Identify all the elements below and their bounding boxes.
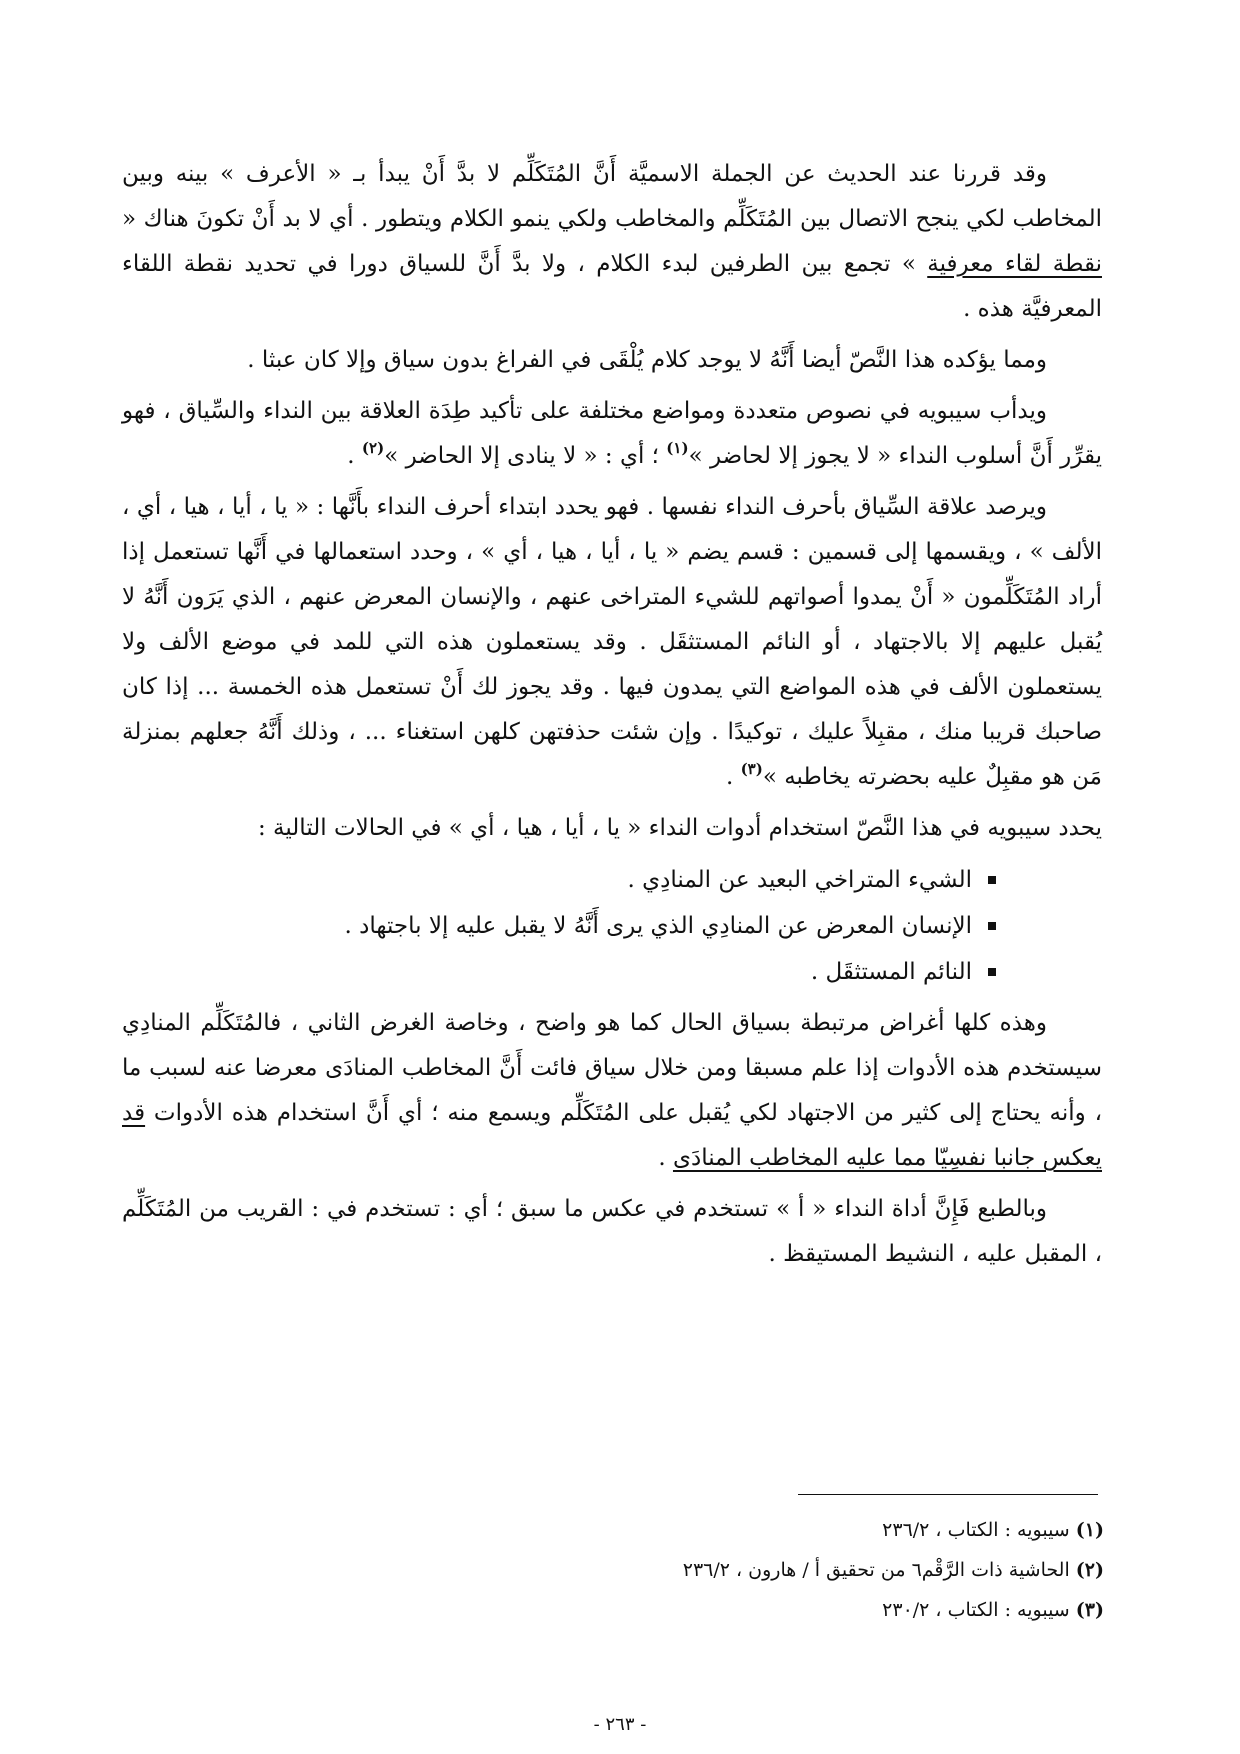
paragraph-3: ويدأب سيبويه في نصوص متعددة ومواضع مختلفة على تأكيد طِدَة العلاقة بين النداء والسِّياق ، فهو يقرِّر أَنَّ أسلوب النداء « لا يجوز إلا لحاضر »$^{(١)}$ ؛ أي : « لا ينادى إلا الحاضر »$^{(٢)}$ . <box>122 398 1102 469</box>
page-number: - ٢٦٣ - <box>593 1714 647 1735</box>
footnote-ref-1: (١) <box>666 439 689 457</box>
footnote-ref-3: (٣) <box>740 760 763 778</box>
list-item: الإنسان المعرض عن المنادِي الذي يرى أَنَّهُ لا يقبل عليه إلا باجتهاد . <box>122 903 972 949</box>
body-text <box>122 152 1102 1283</box>
footnote-ref-2: (٢) <box>361 439 385 457</box>
footnote-3: (٣) سيبويه : الكتاب ، ٢٣٠/٢ <box>882 1599 1104 1621</box>
footnote-separator <box>798 1494 1098 1495</box>
footnotes <box>424 1510 1104 1630</box>
cases-list <box>122 857 1102 995</box>
paragraph-4: ويرصد علاقة السِّياق بأحرف النداء نفسها . فهو يحدد ابتداء أحرف النداء بأَنَّها : « يا ، أيا ، هيا ، أي ، الألف » ، ويقسمها إلى قسمين : قسم يضم « يا ، أيا ، هيا ، أي » ، وحدد استعمالها في أَنَّها تستعمل إذا أراد المُتَكَلِّمون « أَنْ يمدوا أصواتهم للشيء المتراخى عنهم ، والإنسان المعرض عنهم ، الذي يَرَون أَنَّهُ لا يُقبل عليهم إلا بالاجتهاد ، أو النائم المستثقَل . وقد يستعملون هذه التي للمد في موضع الألف ولا يستعملون الألف في هذه المواضع التي يمدون فيها . وقد يجوز لك أَنْ تستعمل هذه الخمسة ... إذا كان صاحبك قريبا منك ، مقبِلاً عليك ، توكيدًا . وإن شئت حذفتهن كلهن استغناء ... ، وذلك أَنَّهُ جعلهم بمنزلة مَن هو مقبِلٌ عليه بحضرته يخاطبه »$^{(٣)}$ . <box>122 494 1102 790</box>
paragraph-1: وقد قررنا عند الحديث عن الجملة الاسميَّة أَنَّ المُتَكَلِّم لا بدَّ أَنْ يبدأ بـ « الأعرف » بينه وبين المخاطب لكي ينجح الاتصال بين المُتَكَلِّم والمخاطب ولكي ينمو الكلام ويتطور . أي لا بد أَنْ تكونَ هناك « نقطة لقاء معرفية » تجمع بين الطرفين لبدء الكلام ، ولا بدَّ أَنَّ للسياق دورا في تحديد نقطة اللقاء المعرفيَّة هذه . <box>122 161 1102 322</box>
paragraph-2: ومما يؤكده هذا النَّصّ أيضا أَنَّهُ لا يوجد كلام يُلْقَى في الفراغ بدون سياق وإلا كان عبثا . <box>247 347 1047 373</box>
underlined-phrase: نقطة لقاء معرفية <box>927 251 1102 277</box>
list-item: الشيء المتراخي البعيد عن المنادِي . <box>122 857 972 903</box>
paragraph-7: وبالطبع فَإِنَّ أداة النداء « أ » تستخدم في عكس ما سبق ؛ أي : تستخدم في : القريب من المُتَكَلِّم ، المقبل عليه ، النشيط المستيقظ . <box>122 1196 1102 1267</box>
paragraph-6: وهذه كلها أغراض مرتبطة بسياق الحال كما هو واضح ، وخاصة الغرض الثاني ، فالمُتَكَلِّم المنادِي سيستخدم هذه الأدوات إذا علم مسبقا ومن خلال سياق فائت أَنَّ المخاطب المنادَى معرضا عنه لسبب ما ، وأنه يحتاج إلى كثير من الاجتهاد لكي يُقبل على المُتَكَلِّم ويسمع منه ؛ أي أَنَّ استخدام هذه الأدوات قد يعكس جانبا نفسِيّا مما عليه المخاطب المنادَى . <box>122 1010 1102 1171</box>
footnote-1: (١) سيبويه : الكتاب ، ٢٣٦/٢ <box>882 1519 1104 1541</box>
footnote-2: (٢) الحاشية ذات الرَّقْم٦ من تحقيق أ / هارون ، ٢٣٦/٢ <box>682 1559 1104 1581</box>
list-item: النائم المستثقَل . <box>122 949 972 995</box>
paragraph-5: يحدد سيبويه في هذا النَّصّ استخدام أدوات النداء « يا ، أيا ، هيا ، أي » في الحالات التالية : <box>257 815 1102 841</box>
underlined-phrase: قد يعكس جانبا نفسِيّا مما عليه المخاطب المنادَى <box>122 1100 1102 1171</box>
